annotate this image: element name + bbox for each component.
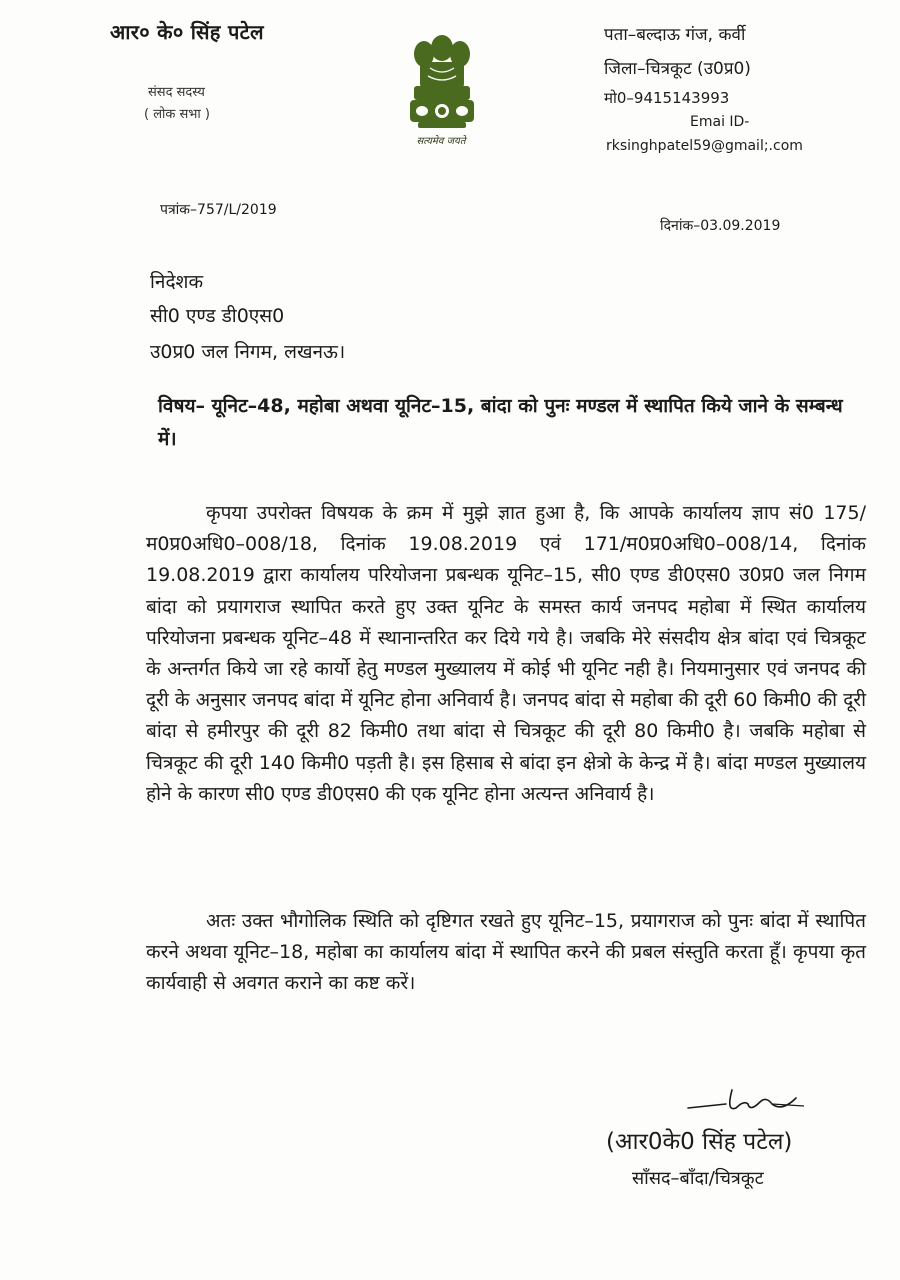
recipient-line-3: उ0प्र0 जल निगम, लखनऊ। xyxy=(150,341,346,363)
address-line-1: पता–बल्दाऊ गंज, कर्वी xyxy=(604,25,746,45)
emblem-motto: सत्यमेव जयते xyxy=(416,136,466,147)
recipient-line-1: निदेशक xyxy=(150,271,204,293)
letter-date: दिनांक–03.09.2019 xyxy=(660,218,781,234)
email-label: Emai ID- xyxy=(690,114,750,130)
email-address: rksinghpatel59@gmail;.com xyxy=(606,138,803,154)
handwritten-signature-icon xyxy=(686,1082,806,1118)
mp-house: ( लोक सभा ) xyxy=(144,107,210,122)
mp-name: आर० के० सिंह पटेल xyxy=(110,20,264,44)
address-line-2: जिला–चित्रकूट (उ0प्र0) xyxy=(604,59,751,79)
subject xyxy=(158,390,858,456)
signatory-designation: साँसद–बाँदा/चित्रकूट xyxy=(632,1168,764,1189)
body-paragraph-2: अतः उक्त भौगोलिक स्थिति को दृष्टिगत रखते हुए यूनिट–15, प्रयागराज को पुनः बांदा में स्थापित करने अथवा यूनिट–18, महोबा का कार्यालय बांदा में स्थापित करने की प्रबल संस्तुति करता हूँ। कृपया कृत कार्यवाही से अवगत कराने का कष्ट करें। xyxy=(146,910,866,995)
mobile-number: मो0–9415143993 xyxy=(604,89,730,107)
body-paragraph-1: कृपया उपरोक्त विषयक के क्रम में मुझे ज्ञात हुआ है, कि आपके कार्यालय ज्ञाप सं0 175/म0प्र0अधि0–008/18, दिनांक 19.08.2019 एवं 171/म0प्र0अधि0–008/14, दिनांक 19.08.2019 द्वारा कार्यालय परियोजना प्रबन्धक यूनिट–15, सी0 एण्ड डी0एस0 उ0प्र0 जल निगम बांदा को प्रयागराज स्थापित करते हुए उक्त यूनिट के समस्त कार्य जनपद महोबा में स्थित कार्यालय परियोजना प्रबन्धक यूनिट–48 में स्थानान्तरित कर दिये गये है। जबकि मेरे संसदीय क्षेत्र बांदा एवं चित्रकूट के अन्तर्गत किये जा रहे कार्यो हेतु मण्डल मुख्यालय में कोई भी यूनिट नही है। नियमानुसार एवं जनपद की दूरी के अनुसार जनपद बांदा में यूनिट होना अनिवार्य है। जनपद बांदा से महोबा की दूरी 60 किमी0 की दूरी बांदा से हमीरपुर की दूरी 82 किमी0 तथा बांदा से चित्रकूट की दूरी 80 किमी0 है। जबकि महोबा से चित्रकूट की दूरी 140 किमी0 पड़ती है। इस हिसाब से बांदा इन क्षेत्रो के केन्द्र में है। बांदा मण्डल मुख्यालय होने के कारण सी0 एण्ड डी0एस0 की एक यूनिट होना अत्यन्त अनिवार्य है। xyxy=(146,502,866,805)
recipient-line-2: सी0 एण्ड डी0एस0 xyxy=(150,305,285,327)
mp-role: संसद सदस्य xyxy=(148,85,205,100)
letter-number: पत्रांक–757/L/2019 xyxy=(160,202,277,218)
subject-label: विषय– xyxy=(158,395,205,417)
signatory-name: (आर0के0 सिंह पटेल) xyxy=(606,1129,793,1155)
subject-text: यूनिट–48, महोबा अथवा यूनिट–15, बांदा को पुनः मण्डल में स्थापित किये जाने के सम्बन्ध में। xyxy=(158,395,843,450)
